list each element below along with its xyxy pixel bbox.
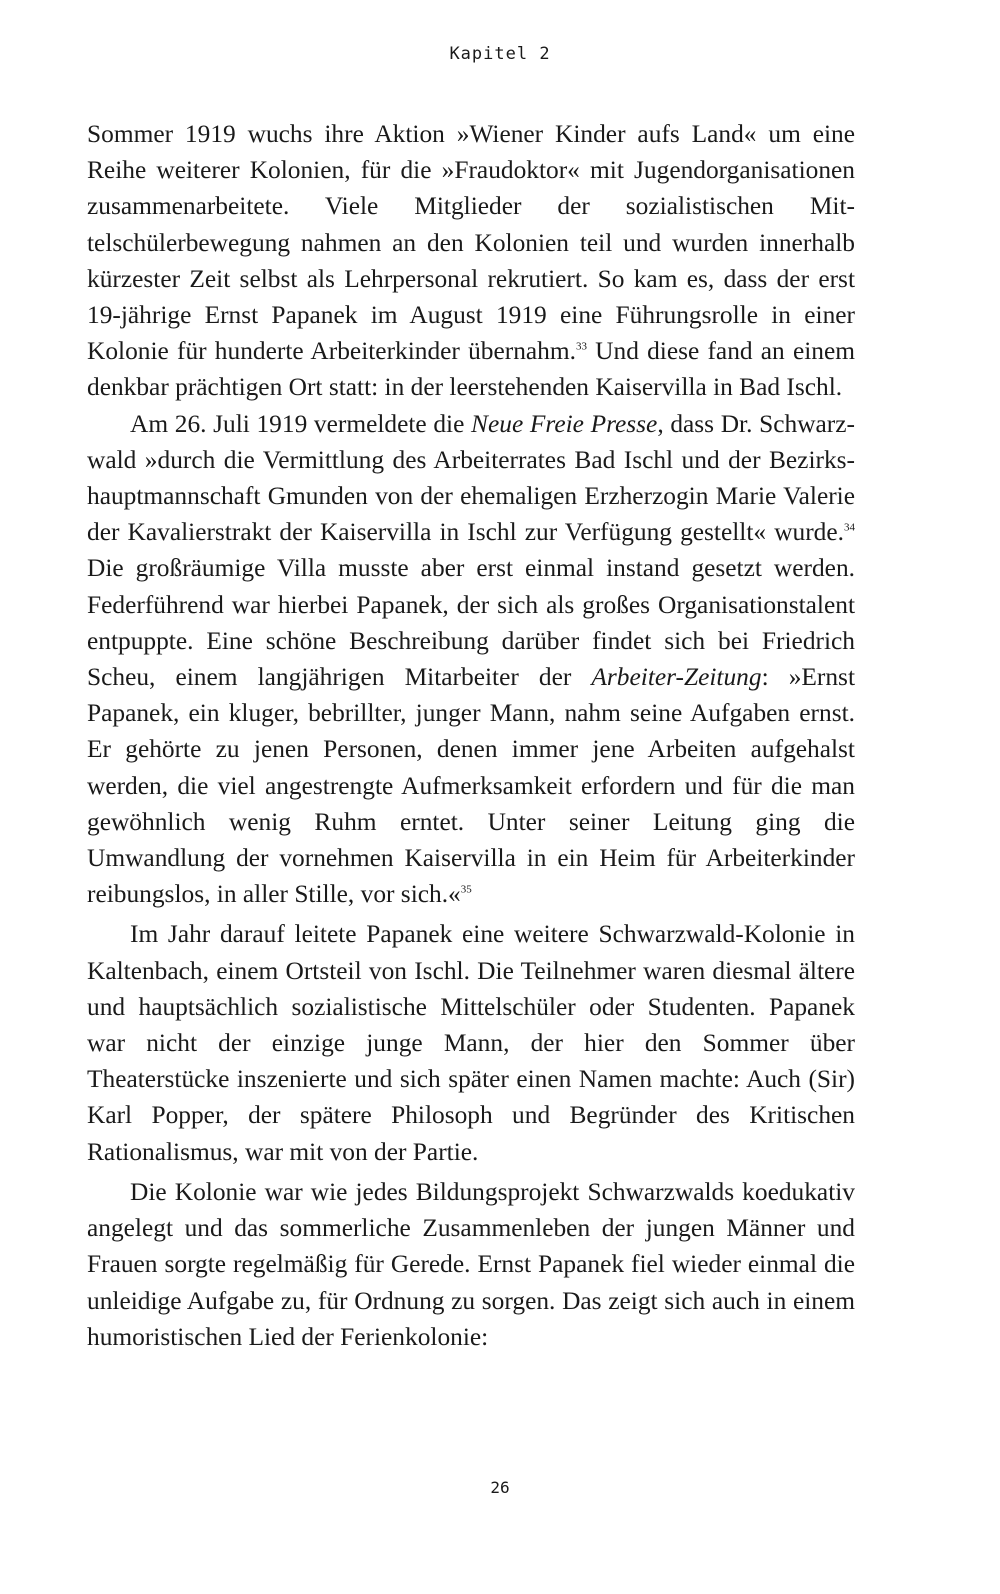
paragraph-1 — [87, 116, 855, 406]
footnote-ref-33[interactable]: 33 — [575, 340, 587, 353]
paragraph-2 — [87, 406, 855, 913]
paragraph-3 — [87, 916, 855, 1169]
newspaper-title-neue-freie-presse: Neue Freie Presse — [471, 409, 658, 438]
footnote-ref-34[interactable]: 34 — [844, 521, 855, 534]
paragraph-1-text-b: Und diese fand an einem denkbar prächtigen Ort statt: in der leerstehenden Kaiservilla in Bad Ischl. — [87, 337, 855, 402]
paragraph-2-text-c: Die großräumige Villa musste aber erst einmal instand gesetzt werden. Federführend war hierbei Papanek, der sich als großes Organisationstalent entpuppte. Eine schöne Beschreibung darüber findet sich bei Friedrich Scheu, einem langjährigen Mitarbeiter der — [87, 554, 855, 692]
paragraph-1-text-a: Sommer 1919 wuchs ihre Aktion »Wiener Kinder aufs Land« um eine Reihe weiterer Kolonien, für die »Fraudoktor« mit Jugendorganisationen zusammenarbeitete. Viele Mitglieder der sozialistischen Mittelschülerbewegung nahmen an den Kolonien teil und wurden innerhalb kürzester Zeit selbst als Lehrpersonal rekrutiert. So kam es, dass der erst 19-jährige Ernst Papanek im August 1919 eine Führungsrolle in einer Kolonie für hunderte Arbeiterkinder übernahm. — [87, 120, 855, 366]
newspaper-title-arbeiter-zeitung: Arbeiter-Zeitung — [591, 663, 762, 692]
footnote-ref-35[interactable]: 35 — [460, 883, 472, 896]
paragraph-4 — [87, 1174, 855, 1355]
body-text — [87, 116, 855, 1355]
page-number: 26 — [490, 1478, 510, 1497]
paragraph-4-text: Die Kolonie war wie jedes Bildungsprojekt Schwarzwalds koedukativ angelegt und das sommerliche Zusammenleben der jungen Männer und Frauen sorgte regelmäßig für Gerede. Ernst Papanek fiel wieder einmal die unleidige Aufgabe zu, für Ordnung zu sorgen. Das zeigt sich auch in einem humoristischen Lied der Ferienkolonie: — [87, 1177, 855, 1351]
running-head: Kapitel 2 — [449, 44, 551, 64]
paragraph-2-text-d: : »Ernst Papanek, ein kluger, bebrillter, junger Mann, nahm seine Aufgaben ernst. Er gehörte zu jenen Personen, denen immer jene Arbeiten aufgehalst werden, die viel angestrengte Aufmerksamkeit erfordern und für die man gewöhnlich wenig Ruhm erntet. Unter seiner Leitung ging die Umwandlung der vornehmen Kaiservilla in ein Heim für Arbeiterkinder reibungslos, in aller Stille, vor sich.« — [87, 663, 855, 909]
paragraph-3-text: Im Jahr darauf leitete Papanek eine weitere Schwarzwald-Kolonie in Kaltenbach, einem Ortsteil von Ischl. Die Teilnehmer waren diesmal ältere und hauptsächlich sozialistische Mittelschüler oder Studenten. Papanek war nicht der einzige junge Mann, der hier den Sommer über Theaterstücke inszenierte und sich später einen Namen machte: Auch (Sir) Karl Popper, der spätere Philosoph und Begründer des Kritischen Rationalismus, war mit von der Partie. — [87, 920, 855, 1166]
paragraph-2-text-a: Am 26. Juli 1919 vermeldete die — [130, 409, 472, 438]
paragraph-2-text-b: , dass Dr. Schwarzwald »durch die Vermittlung des Arbeiterrates Bad Ischl und der Bezirkshauptmannschaft Gmunden von der ehemaligen Erzherzogin Marie Valerie der Kavalierstrakt der Kaiservilla in Ischl zur Verfügung gestellt« wurde. — [87, 409, 855, 547]
